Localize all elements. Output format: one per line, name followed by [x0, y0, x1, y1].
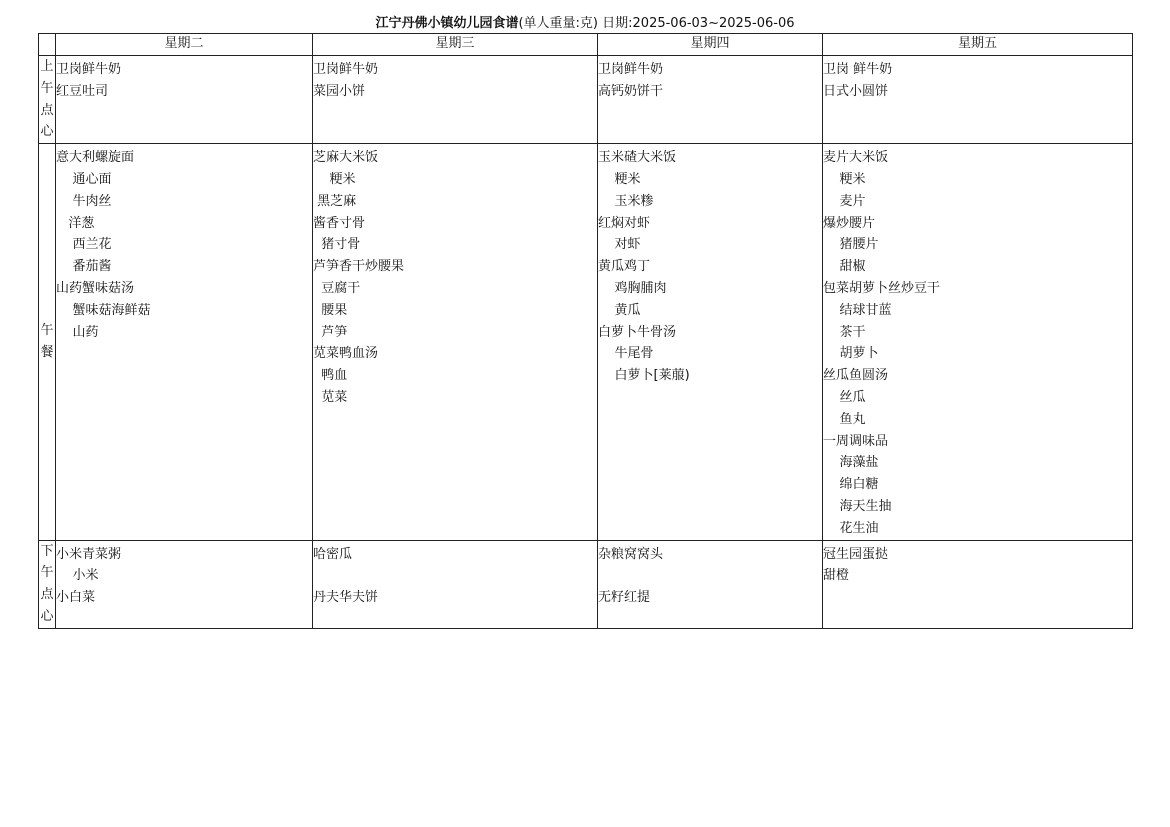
- meal-label-char: 午: [40, 80, 54, 96]
- menu-item: 丝瓜鱼圆汤: [823, 368, 889, 384]
- menu-item: 牛肉丝: [56, 193, 112, 209]
- menu-cell: [56, 540, 313, 628]
- menu-item: 西兰花: [56, 237, 112, 253]
- menu-item: 鸭血: [313, 368, 348, 384]
- menu-item: 芦笋: [313, 324, 348, 340]
- menu-item: 甜橙: [823, 568, 850, 584]
- school-name: 江宁丹佛小镇幼儿园食谱: [375, 16, 519, 31]
- menu-cell: [823, 56, 1133, 144]
- menu-cell: [598, 144, 823, 540]
- menu-cell: [313, 56, 598, 144]
- menu-item: 番茄酱: [56, 259, 112, 275]
- menu-cell-content: [56, 56, 312, 103]
- menu-cell-content: [598, 56, 822, 103]
- menu-item: 白萝卜[莱菔): [598, 368, 690, 384]
- menu-item: 牛尾骨: [598, 346, 654, 362]
- day-header-fri: 星期五: [823, 34, 1133, 56]
- menu-cell: [56, 144, 313, 540]
- menu-item: 一周调味品: [823, 433, 889, 449]
- menu-item: 豆腐干: [313, 280, 361, 296]
- menu-item: 卫岗鲜牛奶: [313, 62, 379, 77]
- menu-item: 鱼丸: [823, 411, 866, 427]
- menu-item: 麦片大米饭: [823, 150, 889, 166]
- menu-cell-content: [313, 56, 597, 103]
- meal-row-afternoon-snack: [39, 540, 1133, 628]
- menu-item: 红焖对虾: [598, 215, 651, 231]
- menu-item: 杂粮窝窝头: [598, 546, 664, 562]
- menu-cell: [56, 56, 313, 144]
- menu-item: 腰果: [313, 302, 348, 318]
- menu-cell: [823, 540, 1133, 628]
- menu-item: 芦笋香干炒腰果: [313, 259, 405, 275]
- menu-item: 茶干: [823, 324, 866, 340]
- menu-item: 洋葱: [56, 215, 95, 231]
- header-row: [39, 34, 1133, 56]
- meal-label-char: 午: [40, 565, 54, 581]
- menu-item: 爆炒腰片: [823, 215, 876, 231]
- menu-cell-content: [56, 541, 312, 609]
- menu-title: [0, 15, 1170, 33]
- menu-item: 小白菜: [56, 590, 96, 606]
- menu-cell: [313, 540, 598, 628]
- meal-label-morning-snack: [39, 56, 56, 144]
- menu-item: 酱香寸骨: [313, 215, 366, 231]
- menu-item: 黄瓜: [598, 302, 641, 318]
- menu-item: 小米青菜粥: [56, 546, 122, 562]
- menu-cell-content: [56, 144, 312, 343]
- day-header-wed: 星期三: [313, 34, 598, 56]
- menu-item: 胡萝卜: [823, 346, 879, 362]
- meal-label-char: 心: [40, 124, 54, 140]
- meal-label-char: 点: [40, 587, 54, 603]
- menu-body: [39, 56, 1133, 629]
- menu-item: 对虾: [598, 237, 641, 253]
- menu-item: 粳米: [313, 171, 356, 187]
- menu-item: 黄瓜鸡丁: [598, 259, 651, 275]
- meal-label-afternoon-snack: [39, 540, 56, 628]
- menu-cell-content: [823, 541, 1132, 588]
- day-header-thu: 星期四: [598, 34, 823, 56]
- menu-item: 白萝卜牛骨汤: [598, 324, 677, 340]
- menu-item: 结球甘蓝: [823, 302, 892, 318]
- menu-item: 海藻盐: [823, 455, 879, 471]
- meal-label-char: 点: [40, 102, 54, 118]
- menu-item: 山药蟹味菇汤: [56, 280, 135, 296]
- menu-item: 苋菜: [313, 389, 348, 405]
- menu-item: 猪腰片: [823, 237, 879, 253]
- menu-item: 蟹味菇海鲜菇: [56, 302, 151, 318]
- menu-item: 粳米: [598, 171, 641, 187]
- menu-cell-content: [598, 541, 822, 609]
- meal-row-lunch: [39, 144, 1133, 540]
- date-label: 日期:: [602, 16, 633, 31]
- menu-item: [598, 565, 822, 587]
- date-range: 2025-06-03~2025-06-06: [632, 16, 795, 31]
- menu-item: 花生油: [823, 520, 879, 536]
- menu-cell-content: [823, 56, 1132, 103]
- menu-item: 卫岗 鲜牛奶: [823, 62, 893, 77]
- menu-cell-content: [823, 144, 1132, 539]
- meal-label-char: 心: [40, 608, 54, 624]
- menu-item: 苋菜鸭血汤: [313, 346, 379, 362]
- menu-item: 丝瓜: [823, 389, 866, 405]
- menu-item: 鸡胸脯肉: [598, 280, 667, 296]
- menu-cell-content: [313, 541, 597, 609]
- menu-item: 山药: [56, 324, 99, 340]
- menu-cell: [313, 144, 598, 540]
- meal-label-lunch: [39, 144, 56, 540]
- menu-item: 玉米碴大米饭: [598, 150, 677, 166]
- menu-item: 日式小圆饼: [823, 83, 889, 99]
- menu-item: 卫岗鲜牛奶: [598, 62, 664, 77]
- menu-item: 甜椒: [823, 259, 866, 275]
- meal-label-char: 餐: [40, 344, 54, 360]
- menu-item: 高钙奶饼干: [598, 83, 664, 99]
- menu-cell-content: [598, 144, 822, 387]
- meal-row-morning-snack: [39, 56, 1133, 144]
- menu-item: 冠生园蛋挞: [823, 546, 889, 562]
- menu-item: 丹夫华夫饼: [313, 590, 379, 606]
- menu-item: 玉米糁: [598, 193, 654, 209]
- weekly-menu-table: [38, 33, 1133, 629]
- day-header-tue: 星期二: [56, 34, 313, 56]
- menu-item: 小米: [56, 568, 99, 584]
- meal-label-char: 下: [40, 543, 54, 559]
- menu-item: 麦片: [823, 193, 866, 209]
- menu-item: 粳米: [823, 171, 866, 187]
- menu-cell: [823, 144, 1133, 540]
- menu-item: 猪寸骨: [313, 237, 361, 253]
- menu-item: 哈密瓜: [313, 546, 353, 562]
- menu-item: 意大利螺旋面: [56, 150, 135, 166]
- menu-item: 芝麻大米饭: [313, 150, 379, 166]
- menu-item: 绵白糖: [823, 477, 879, 493]
- menu-cell-content: [313, 144, 597, 409]
- menu-item: 通心面: [56, 171, 112, 187]
- menu-item: 红豆吐司: [56, 83, 109, 99]
- menu-item: 黑芝麻: [313, 193, 357, 209]
- menu-item: 海天生抽: [823, 498, 892, 514]
- menu-item: 无籽红提: [598, 590, 651, 606]
- meal-label-char: 上: [40, 59, 54, 74]
- corner-cell: [39, 34, 56, 56]
- meal-label-char: 午: [40, 323, 54, 339]
- menu-item: 菜园小饼: [313, 83, 366, 99]
- menu-item: 包菜胡萝卜丝炒豆干: [823, 280, 941, 296]
- menu-cell: [598, 540, 823, 628]
- menu-cell: [598, 56, 823, 144]
- menu-item: 卫岗鲜牛奶: [56, 62, 122, 77]
- weight-note: (单人重量:克): [518, 16, 598, 31]
- menu-item: [313, 565, 597, 587]
